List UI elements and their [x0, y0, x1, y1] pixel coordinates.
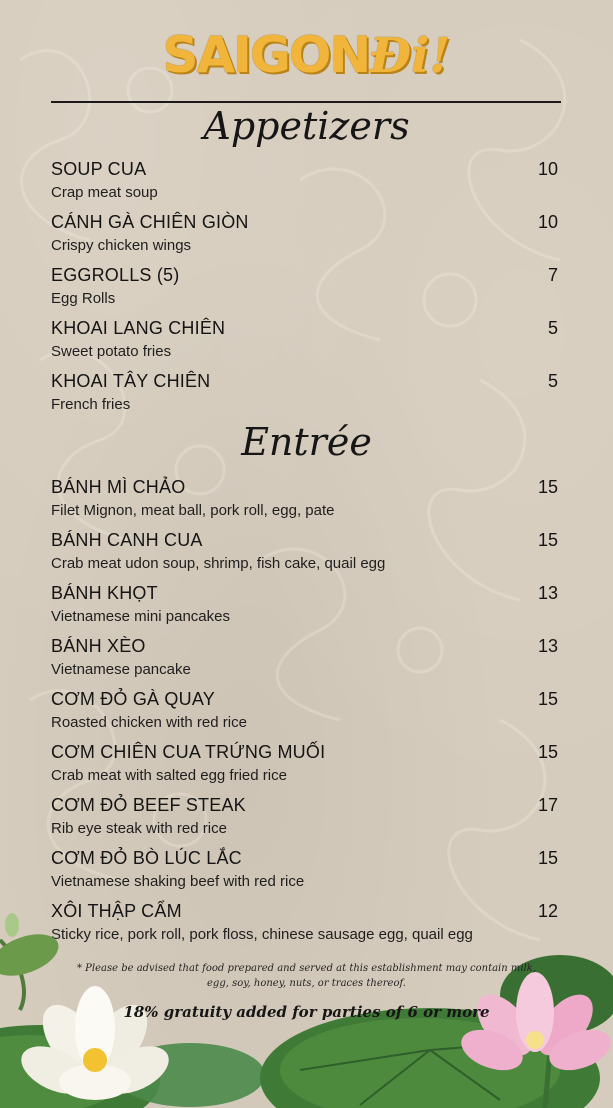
allergy-notice — [0, 961, 613, 991]
item-name: CƠM ĐỎ BÒ LÚC LẮC — [51, 848, 242, 868]
item-price: 15 — [537, 848, 558, 868]
item-name: BÁNH CANH CUA — [51, 530, 203, 550]
item-price: 13 — [537, 583, 558, 603]
logo-text-main: SAIGON — [162, 26, 370, 84]
item-description: French fries — [51, 396, 131, 413]
allergy-notice-text: * Please be advised that food prepared and served at this establishment may contain milk, egg, soy, honey, nuts, or traces thereof. — [76, 963, 536, 989]
item-name: CƠM ĐỎ GÀ QUAY — [51, 689, 215, 709]
saigon-oi-logo — [0, 26, 613, 84]
menu-item — [51, 318, 558, 371]
item-name: EGGROLLS (5) — [51, 265, 180, 285]
item-name: XÔI THẬP CẨM — [51, 901, 182, 921]
item-price: 17 — [537, 795, 558, 815]
section-title-entree: Entrée — [241, 420, 372, 464]
item-name: CƠM ĐỎ BEEF STEAK — [51, 795, 246, 815]
item-price: 10 — [537, 159, 558, 179]
item-price: 12 — [537, 901, 558, 921]
menu-item — [51, 530, 558, 583]
item-description: Vietnamese mini pancakes — [51, 608, 230, 625]
item-price: 15 — [537, 477, 558, 497]
item-description: Roasted chicken with red rice — [51, 714, 247, 731]
item-name: CƠM CHIÊN CUA TRỨNG MUỐI — [51, 742, 326, 762]
item-description: Crab meat udon soup, shrimp, fish cake, quail egg — [51, 555, 386, 572]
menu-item — [51, 795, 558, 848]
item-description: Crispy chicken wings — [51, 237, 192, 254]
item-description: Egg Rolls — [51, 290, 116, 307]
appetizers-list — [51, 159, 558, 424]
menu-item — [51, 636, 558, 689]
gratuity-notice: 18% gratuity added for parties of 6 or more — [123, 1003, 490, 1021]
menu-item — [51, 848, 558, 901]
item-name: BÁNH XÈO — [51, 636, 146, 656]
item-price: 7 — [547, 265, 558, 285]
item-description: Vietnamese pancake — [51, 661, 191, 678]
menu-item — [51, 371, 558, 424]
menu-item — [51, 742, 558, 795]
item-name: CÁNH GÀ CHIÊN GIÒN — [51, 212, 249, 232]
menu-item — [51, 212, 558, 265]
item-price: 5 — [547, 318, 558, 338]
item-description: Sweet potato fries — [51, 343, 172, 360]
logo-text-accent: Đi! — [369, 28, 451, 84]
menu-item — [51, 265, 558, 318]
menu-item — [51, 583, 558, 636]
item-price: 15 — [537, 689, 558, 709]
entree-list — [51, 477, 558, 954]
item-price: 13 — [537, 636, 558, 656]
item-price: 15 — [537, 742, 558, 762]
menu-item — [51, 689, 558, 742]
item-description: Vietnamese shaking beef with red rice — [51, 873, 305, 890]
item-name: BÁNH MÌ CHẢO — [51, 477, 186, 497]
item-description: Sticky rice, pork roll, pork floss, chinese sausage egg, quail egg — [51, 926, 473, 943]
item-name: BÁNH KHỌT — [51, 583, 158, 603]
item-name: KHOAI TÂY CHIÊN — [51, 371, 211, 391]
item-name: KHOAI LANG CHIÊN — [51, 318, 226, 338]
menu-item — [51, 477, 558, 530]
section-title-appetizers: Appetizers — [203, 104, 410, 148]
item-price: 10 — [537, 212, 558, 232]
item-name: SOUP CUA — [51, 159, 147, 179]
menu-item — [51, 159, 558, 212]
item-price: 15 — [537, 530, 558, 550]
item-description: Crab meat with salted egg fried rice — [51, 767, 287, 784]
item-description: Rib eye steak with red rice — [51, 820, 227, 837]
item-price: 5 — [547, 371, 558, 391]
item-description: Filet Mignon, meat ball, pork roll, egg, pate — [51, 502, 335, 519]
header-divider — [51, 101, 561, 103]
item-description: Crap meat soup — [51, 184, 158, 201]
